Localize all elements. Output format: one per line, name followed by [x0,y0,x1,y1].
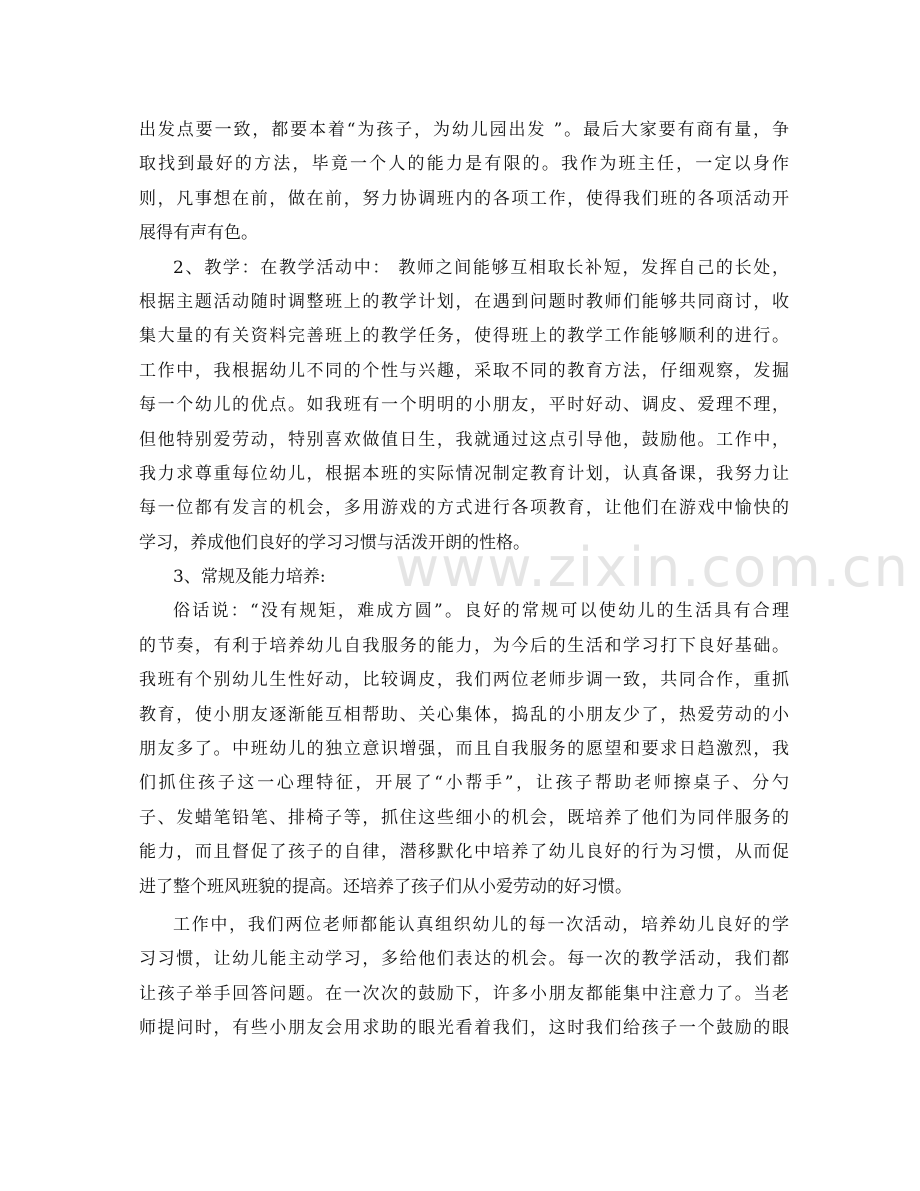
text-line: 2、教学：在教学活动中： 教师之间能够互相取长补短，发挥自己的长处， [173,257,789,278]
text-line: 师提问时，有些小朋友会用求助的眼光看着我们，这时我们给孩子一个鼓励的眼 [139,1018,789,1039]
text-line: 学习，养成他们良好的学习习惯与活泼开朗的性格。 [139,532,530,553]
text-line: 3、常规及能力培养: [173,567,326,588]
text-line: 出发点要一致，都要本着“为孩子，为幼儿园出发 ”。最后大家要有商有量，争 [139,120,789,140]
text-line: 每一位都有发言的机会，多用游戏的方式进行各项教育，让他们在游戏中愉快的 [139,498,789,519]
text-line: 朋友多了。中班幼儿的独立意识增强，而且自我服务的愿望和要求日趋激烈，我 [139,739,789,760]
text-line: 工作中，我们两位老师都能认真组织幼儿的每一次活动，培养幼儿良好的学 [173,914,789,935]
text-line: 让孩子举手回答问题。在一次次的鼓励下，许多小朋友都能集中注意力了。当老 [139,983,789,1004]
text-line: 则，凡事想在前，做在前，努力协调班内的各项工作，使得我们班的各项活动开 [139,188,789,209]
text-line: 能力，而且督促了孩子的自律，潜移默化中培养了幼儿良好的行为习惯，从而促 [139,842,789,863]
text-line: 工作中，我根据幼儿不同的个性与兴趣，采取不同的教育方法，仔细观察，发掘 [139,360,789,381]
text-line: 我班有个别幼儿生性好动，比较调皮，我们两位老师步调一致，共同合作，重抓 [139,670,789,691]
text-line: 俗话说：“没有规矩，难成方圆”。良好的常规可以使幼儿的生活具有合理 [173,601,789,622]
text-line: 根据主题活动随时调整班上的教学计划，在遇到问题时教师们能够共同商讨，收 [139,291,789,312]
text-line: 子、发蜡笔铅笔、排椅子等，抓住这些细小的机会，既培养了他们为同伴服务的 [139,807,789,828]
body-text [139,113,789,1046]
text-line: 展得有声有色。 [139,223,258,244]
text-line: 进了整个班风班貌的提高。还培养了孩子们从小爱劳动的好习惯。 [139,876,632,897]
text-line: 的节奏，有利于培养幼儿自我服务的能力，为今后的生活和学习打下良好基础。 [139,635,789,656]
text-line: 我力求尊重每位幼儿，根据本班的实际情况制定教育计划，认真备课，我努力让 [139,463,789,484]
text-line: 习习惯，让幼儿能主动学习，多给他们表达的机会。每一次的教学活动，我们都 [139,949,789,970]
text-line: 集大量的有关资料完善班上的教学任务，使得班上的教学工作能够顺利的进行。 [139,326,789,347]
text-line: 教育，使小朋友逐渐能互相帮助、关心集体，捣乱的小朋友少了，热爱劳动的小 [139,704,789,725]
watermark: www.zixin.com.cn [395,536,910,599]
text-line: 们抓住孩子这一心理特征，开展了“小帮手”，让孩子帮助老师擦桌子、分勺 [139,773,789,794]
text-line: 取找到最好的方法，毕竟一个人的能力是有限的。我作为班主任，一定以身作 [139,154,789,175]
text-line: 但他特别爱劳动，特别喜欢做值日生，我就通过这点引导他，鼓励他。工作中， [139,429,789,450]
text-line: 每一个幼儿的优点。如我班有一个明明的小朋友，平时好动、调皮、爱理不理， [139,395,789,416]
